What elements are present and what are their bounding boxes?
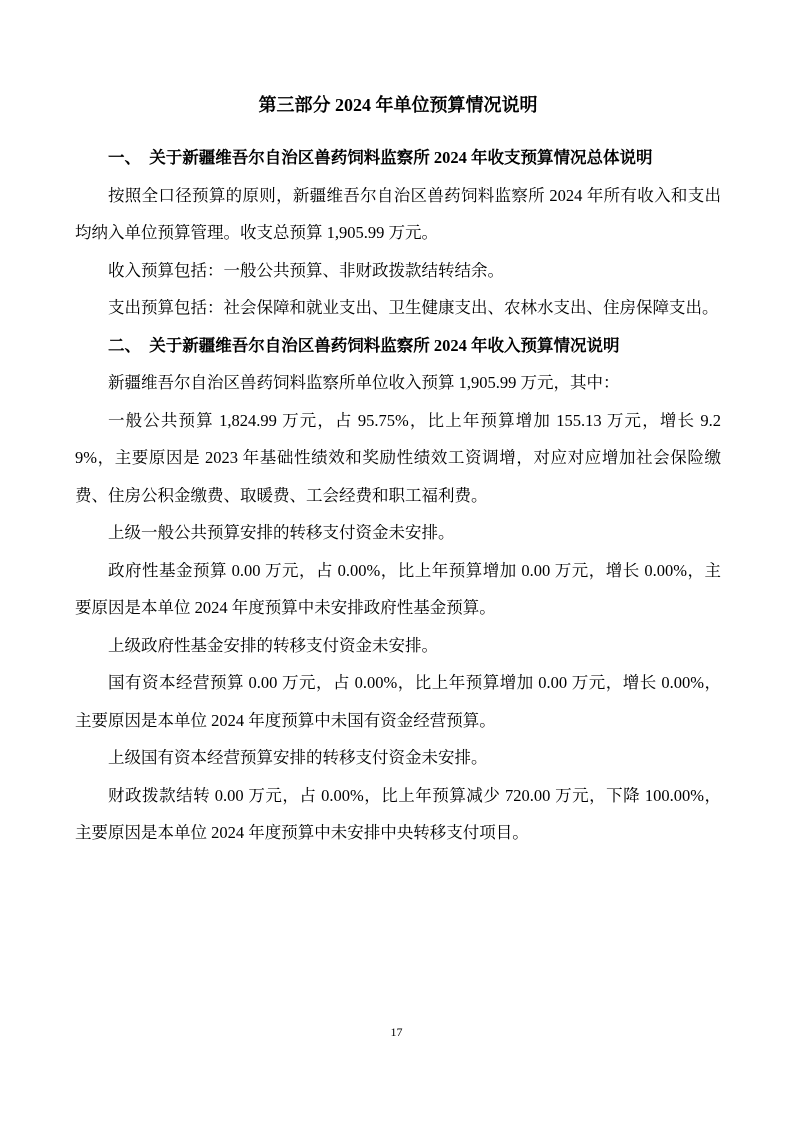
document-content <box>75 86 721 852</box>
section-heading-income-budget: 二、 关于新疆维吾尔自治区兽药饲料监察所 2024 年收入预算情况说明 <box>108 335 620 355</box>
document-title: 第三部分 2024 年单位预算情况说明 <box>258 95 538 115</box>
paragraph-superior-fund-transfer: 上级政府性基金安排的转移支付资金未安排。 <box>108 635 438 655</box>
paragraph-general-public-budget: 一般公共预算 1,824.99 万元，占 95.75%，比上年预算增加 155.13 万元，增长 9.29%，主要原因是 2023 年基础性绩效和奖励性绩效工资调增，对应对应增加社会保险缴费、住房公积金缴费、取暖费、工会经费和职工福利费。 <box>75 410 721 505</box>
paragraph-expenditure-budget-includes: 支出预算包括：社会保障和就业支出、卫生健康支出、农林水支出、住房保障支出。 <box>108 298 719 317</box>
page-number: 17 <box>390 1025 403 1039</box>
paragraph-superior-general-transfer: 上级一般公共预算安排的转移支付资金未安排。 <box>108 523 455 542</box>
paragraph-income-budget-includes: 收入预算包括：一般公共预算、非财政拨款结转结余。 <box>108 260 504 280</box>
section-heading-income-expenditure-overview: 一、 关于新疆维吾尔自治区兽药饲料监察所 2024 年收支预算情况总体说明 <box>108 148 653 167</box>
paragraph-state-capital-budget: 国有资本经营预算 0.00 万元，占 0.00%，比上年预算增加 0.00 万元，增长 0.00%，主要原因是本单位 2024 年度预算中未国有资金经营预算。 <box>75 673 721 730</box>
paragraph-overview-total-budget: 按照全口径预算的原则，新疆维吾尔自治区兽药饲料监察所 2024 年所有收入和支出均纳入单位预算管理。收支总预算 1,905.99 万元。 <box>75 185 721 242</box>
paragraph-superior-state-capital-transfer: 上级国有资本经营预算安排的转移支付资金未安排。 <box>108 748 488 767</box>
paragraph-fiscal-carryover: 财政拨款结转 0.00 万元，占 0.00%，比上年预算减少 720.00 万元，下降 100.00%，主要原因是本单位 2024 年度预算中未安排中央转移支付项目。 <box>75 785 721 842</box>
paragraph-government-fund-budget: 政府性基金预算 0.00 万元，占 0.00%，比上年预算增加 0.00 万元，增长 0.00%，主要原因是本单位 2024 年度预算中未安排政府性基金预算。 <box>75 560 721 617</box>
paragraph-unit-income-budget: 新疆维吾尔自治区兽药饲料监察所单位收入预算 1,905.99 万元，其中： <box>108 373 620 392</box>
